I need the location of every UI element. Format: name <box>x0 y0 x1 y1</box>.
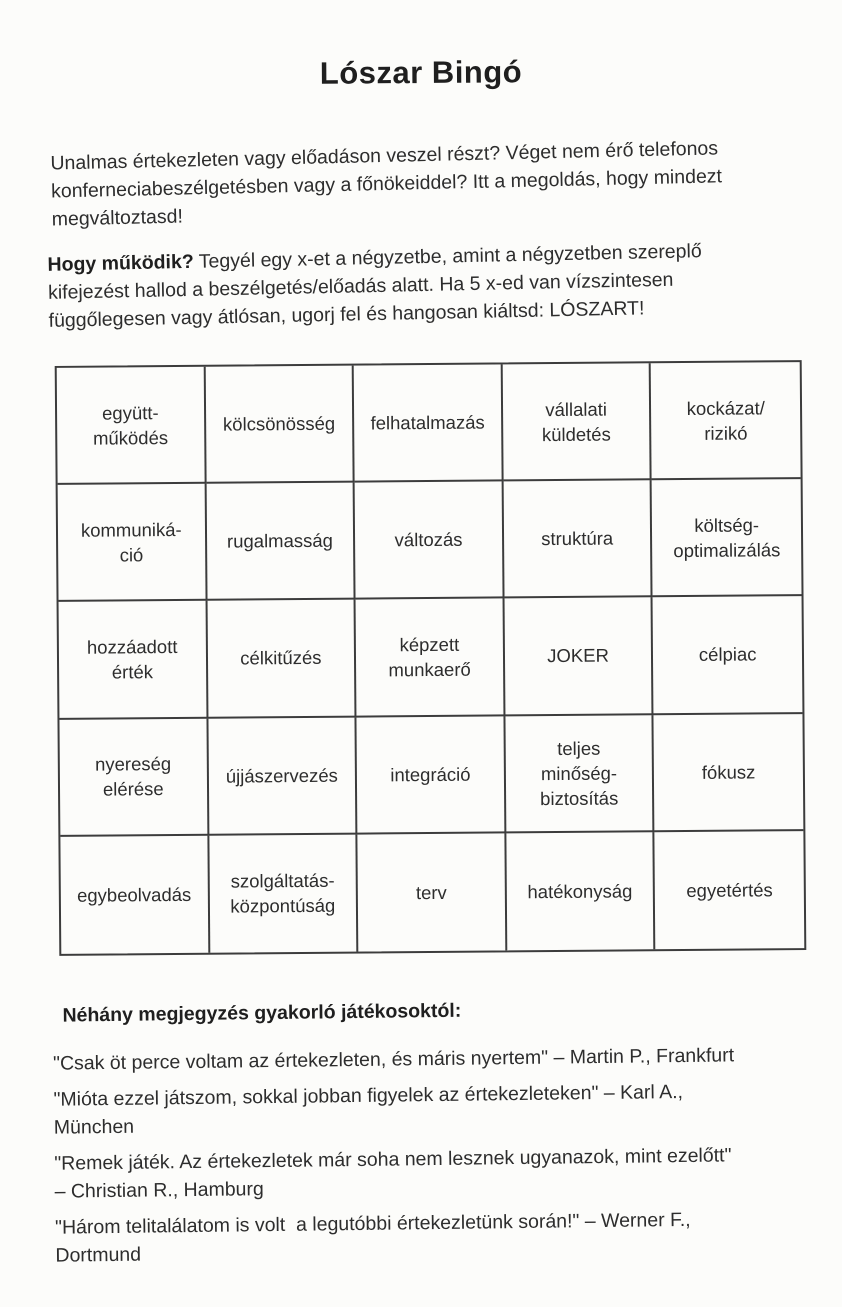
bingo-cell-r0-c0: együtt- működés <box>57 367 207 485</box>
how-it-works-paragraph <box>47 235 801 335</box>
bingo-grid <box>55 360 807 956</box>
intro-paragraph: Unalmas értekezleten vagy előadáson veszel részt? Véget nem érő telefonos konferneciabeszélgetésben vagy a főnökeiddel? Itt a megoldás, hogy mindezt megváltoztasd! <box>50 137 723 231</box>
bingo-cell-r1-c4: költség- optimalizálás <box>652 479 802 597</box>
bingo-cell-r3-c1: újjászervezés <box>208 717 358 835</box>
testimonial-quote-2: "Mióta ezzel játszom, sokkal jobban figyelek az értekezleteken" – Karl A., München <box>53 1080 684 1139</box>
bingo-cell-r4-c4: egyetértés <box>686 879 773 901</box>
bingo-cell-r2-c3-joker: JOKER <box>504 598 654 716</box>
how-it-works-text: Tegyél egy x-et a négyzetbe, amint a négyzetben szereplő kifejezést hallod a beszélgetés/előadás alatt. Ha 5 x-ed van vízszintesen függőlegesen vagy átlósan, ugorj fel és hangosan kiáltsd: LÓSZART! <box>47 240 702 332</box>
bingo-cell-r4-c1: szolgáltatás- központúság <box>209 834 359 952</box>
bingo-cell-r1-c3: struktúra <box>503 480 653 598</box>
bingo-cell-r1-c0: kommuniká- ció <box>58 484 208 602</box>
testimonials-section <box>52 995 821 1277</box>
bingo-cell-r0-c1: kölcsönösség <box>205 366 355 484</box>
bingo-cell-r2-c4: célpiac <box>653 596 803 714</box>
testimonial-quote-3: "Remek játék. Az értekezletek már soha nem lesznek ugyanazok, mint ezelőtt" – Christian R., Hamburg <box>54 1144 732 1203</box>
bingo-cell-r4-c0: egybeolvadás <box>60 836 210 954</box>
testimonial-quote-1: "Csak öt perce voltam az értekezleten, és máris nyertem" – Martin P., Frankfurt <box>52 1044 735 1075</box>
how-it-works-label: Hogy működik? <box>47 250 194 276</box>
bingo-cell-r4-c3: hatékonyság <box>506 832 656 950</box>
bingo-cell-r3-c4: fókusz <box>654 714 804 832</box>
bingo-cell-r4-c2: terv <box>358 833 508 951</box>
bingo-cell-r0-c4: kockázat/ rizikó <box>651 362 801 480</box>
bingo-cell-r1-c1: rugalmasság <box>206 483 356 601</box>
bingo-cell-r3-c0: nyereség elérése <box>59 718 209 836</box>
bingo-cell-r0-c3: vállalati küldetés <box>502 363 652 481</box>
testimonial-quote-4: "Három telitalálatom is volt a legutóbbi értekezletünk során!" – Werner F., Dortmund <box>54 1208 691 1267</box>
bingo-cell-r3-c2: integráció <box>357 716 507 834</box>
bingo-cell-r0-c2: felhatalmazás <box>354 364 504 482</box>
bingo-cell-r1-c2: változás <box>355 482 505 600</box>
bingo-cell-r2-c1: célkitűzés <box>207 600 357 718</box>
bingo-cell-r2-c2: képzett munkaerő <box>356 599 506 717</box>
bingo-cell-r2-c0: hozzáadott érték <box>59 601 209 719</box>
testimonials-heading: Néhány megjegyzés gyakorló játékosoktól: <box>62 999 462 1027</box>
page-title: Lószar Bingó <box>319 54 523 91</box>
bingo-cell-r3-c3: teljes minőség- biztosítás <box>505 715 655 833</box>
